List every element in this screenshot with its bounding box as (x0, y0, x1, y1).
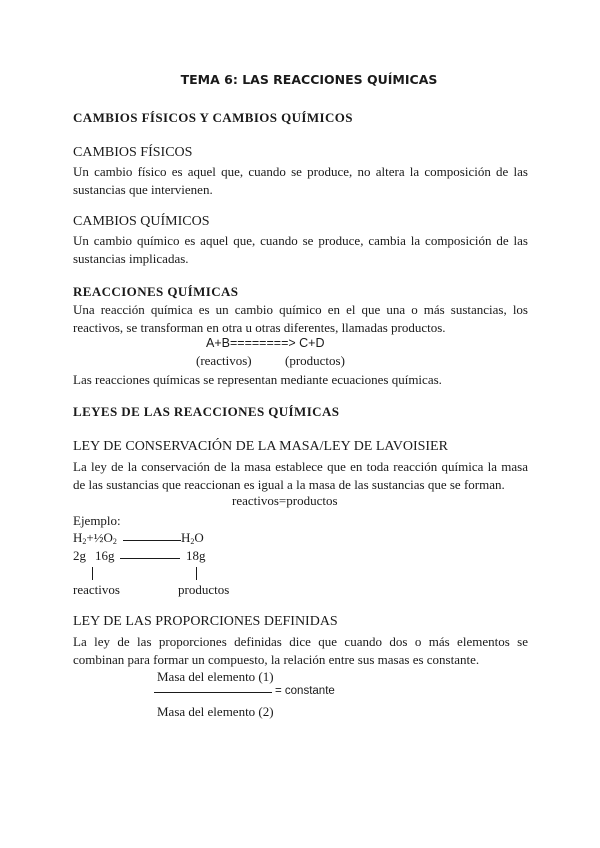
paragraph-line: Una reacción química es un cambio químico en el que una o más sustancias, los (73, 302, 528, 317)
paragraph-line: La ley de la conservación de la masa establece que en toda reacción química la masa (73, 459, 528, 474)
h-subscript: 2 (82, 537, 87, 546)
document-title: TEMA 6: LAS REACCIONES QUÍMICAS (180, 72, 438, 87)
paragraph-lavoisier (73, 458, 528, 494)
subheading-cambios-quimicos: CAMBIOS QUÍMICOS (73, 214, 210, 229)
mass-oxygen: 16g (95, 548, 115, 563)
o-subscript: 2 (112, 537, 117, 546)
bottom-reactivos: reactivos (73, 582, 120, 597)
section-heading-cambios: CAMBIOS FÍSICOS Y CAMBIOS QUÍMICOS (73, 110, 353, 125)
paragraph-line: de las sustancias que reaccionan es igual a la masa de las sustancias que se forman. (73, 477, 505, 492)
connector-line (196, 567, 197, 580)
connector-line (92, 567, 93, 580)
bottom-productos: productos (178, 582, 230, 597)
paragraph-line: combinan para formar un compuesto, la relación entre sus masas es constante. (73, 652, 480, 667)
paragraph-line: sustancias que intervienen. (73, 182, 213, 197)
mass-water: 18g (186, 548, 206, 563)
section-heading-leyes: LEYES DE LAS REACCIONES QUÍMICAS (73, 404, 340, 419)
productos-label: (productos) (285, 353, 345, 368)
section-heading-reacciones: REACCIONES QUÍMICAS (73, 284, 239, 299)
fraction-equals-constant: = constante (275, 685, 335, 697)
paragraph-line: Un cambio químico es aquel que, cuando se produce, cambia la composición de las (73, 233, 528, 248)
reactivos-label: (reactivos) (196, 353, 252, 368)
subheading-lavoisier: LEY DE CONSERVACIÓN DE LA MASA/LEY DE LAVOISIER (73, 439, 448, 454)
paragraph-reacciones (73, 301, 528, 337)
paragraph-ecuaciones: Las reacciones químicas se representan mediante ecuaciones químicas. (73, 372, 442, 387)
o-symbol: O (194, 530, 204, 545)
arrow-line (123, 540, 181, 541)
h-subscript: 2 (190, 537, 195, 546)
example-reactants (73, 530, 117, 546)
paragraph-line: La ley de las proporciones definidas dice que cuando dos o más elementos se (73, 634, 528, 649)
paragraph-cambios-fisicos (73, 163, 528, 199)
mass-hydrogen: 2g (73, 548, 86, 563)
paragraph-line: reactivos, se transforman en otra u otras diferentes, llamadas productos. (73, 320, 446, 335)
paragraph-line: Un cambio físico es aquel que, cuando se produce, no altera la composición de las (73, 164, 528, 179)
oxygen-term: +½O (86, 530, 113, 545)
paragraph-proporciones (73, 633, 528, 669)
subheading-proporciones: LEY DE LAS PROPORCIONES DEFINIDAS (73, 614, 338, 629)
arrow-line (120, 558, 180, 559)
subheading-cambios-fisicos: CAMBIOS FÍSICOS (73, 145, 193, 160)
example-label: Ejemplo: (73, 513, 121, 528)
reaction-equation: A+B========> C+D (206, 336, 325, 350)
h-symbol: H (181, 530, 191, 545)
fraction-denominator: Masa del elemento (2) (157, 704, 274, 719)
paragraph-line: sustancias implicadas. (73, 251, 189, 266)
paragraph-cambios-quimicos (73, 232, 528, 268)
h-symbol: H (73, 530, 83, 545)
fraction-bar (154, 692, 272, 693)
fraction-numerator: Masa del elemento (1) (157, 669, 274, 684)
example-product (181, 530, 204, 546)
formula-reactivos-productos: reactivos=productos (232, 493, 338, 508)
